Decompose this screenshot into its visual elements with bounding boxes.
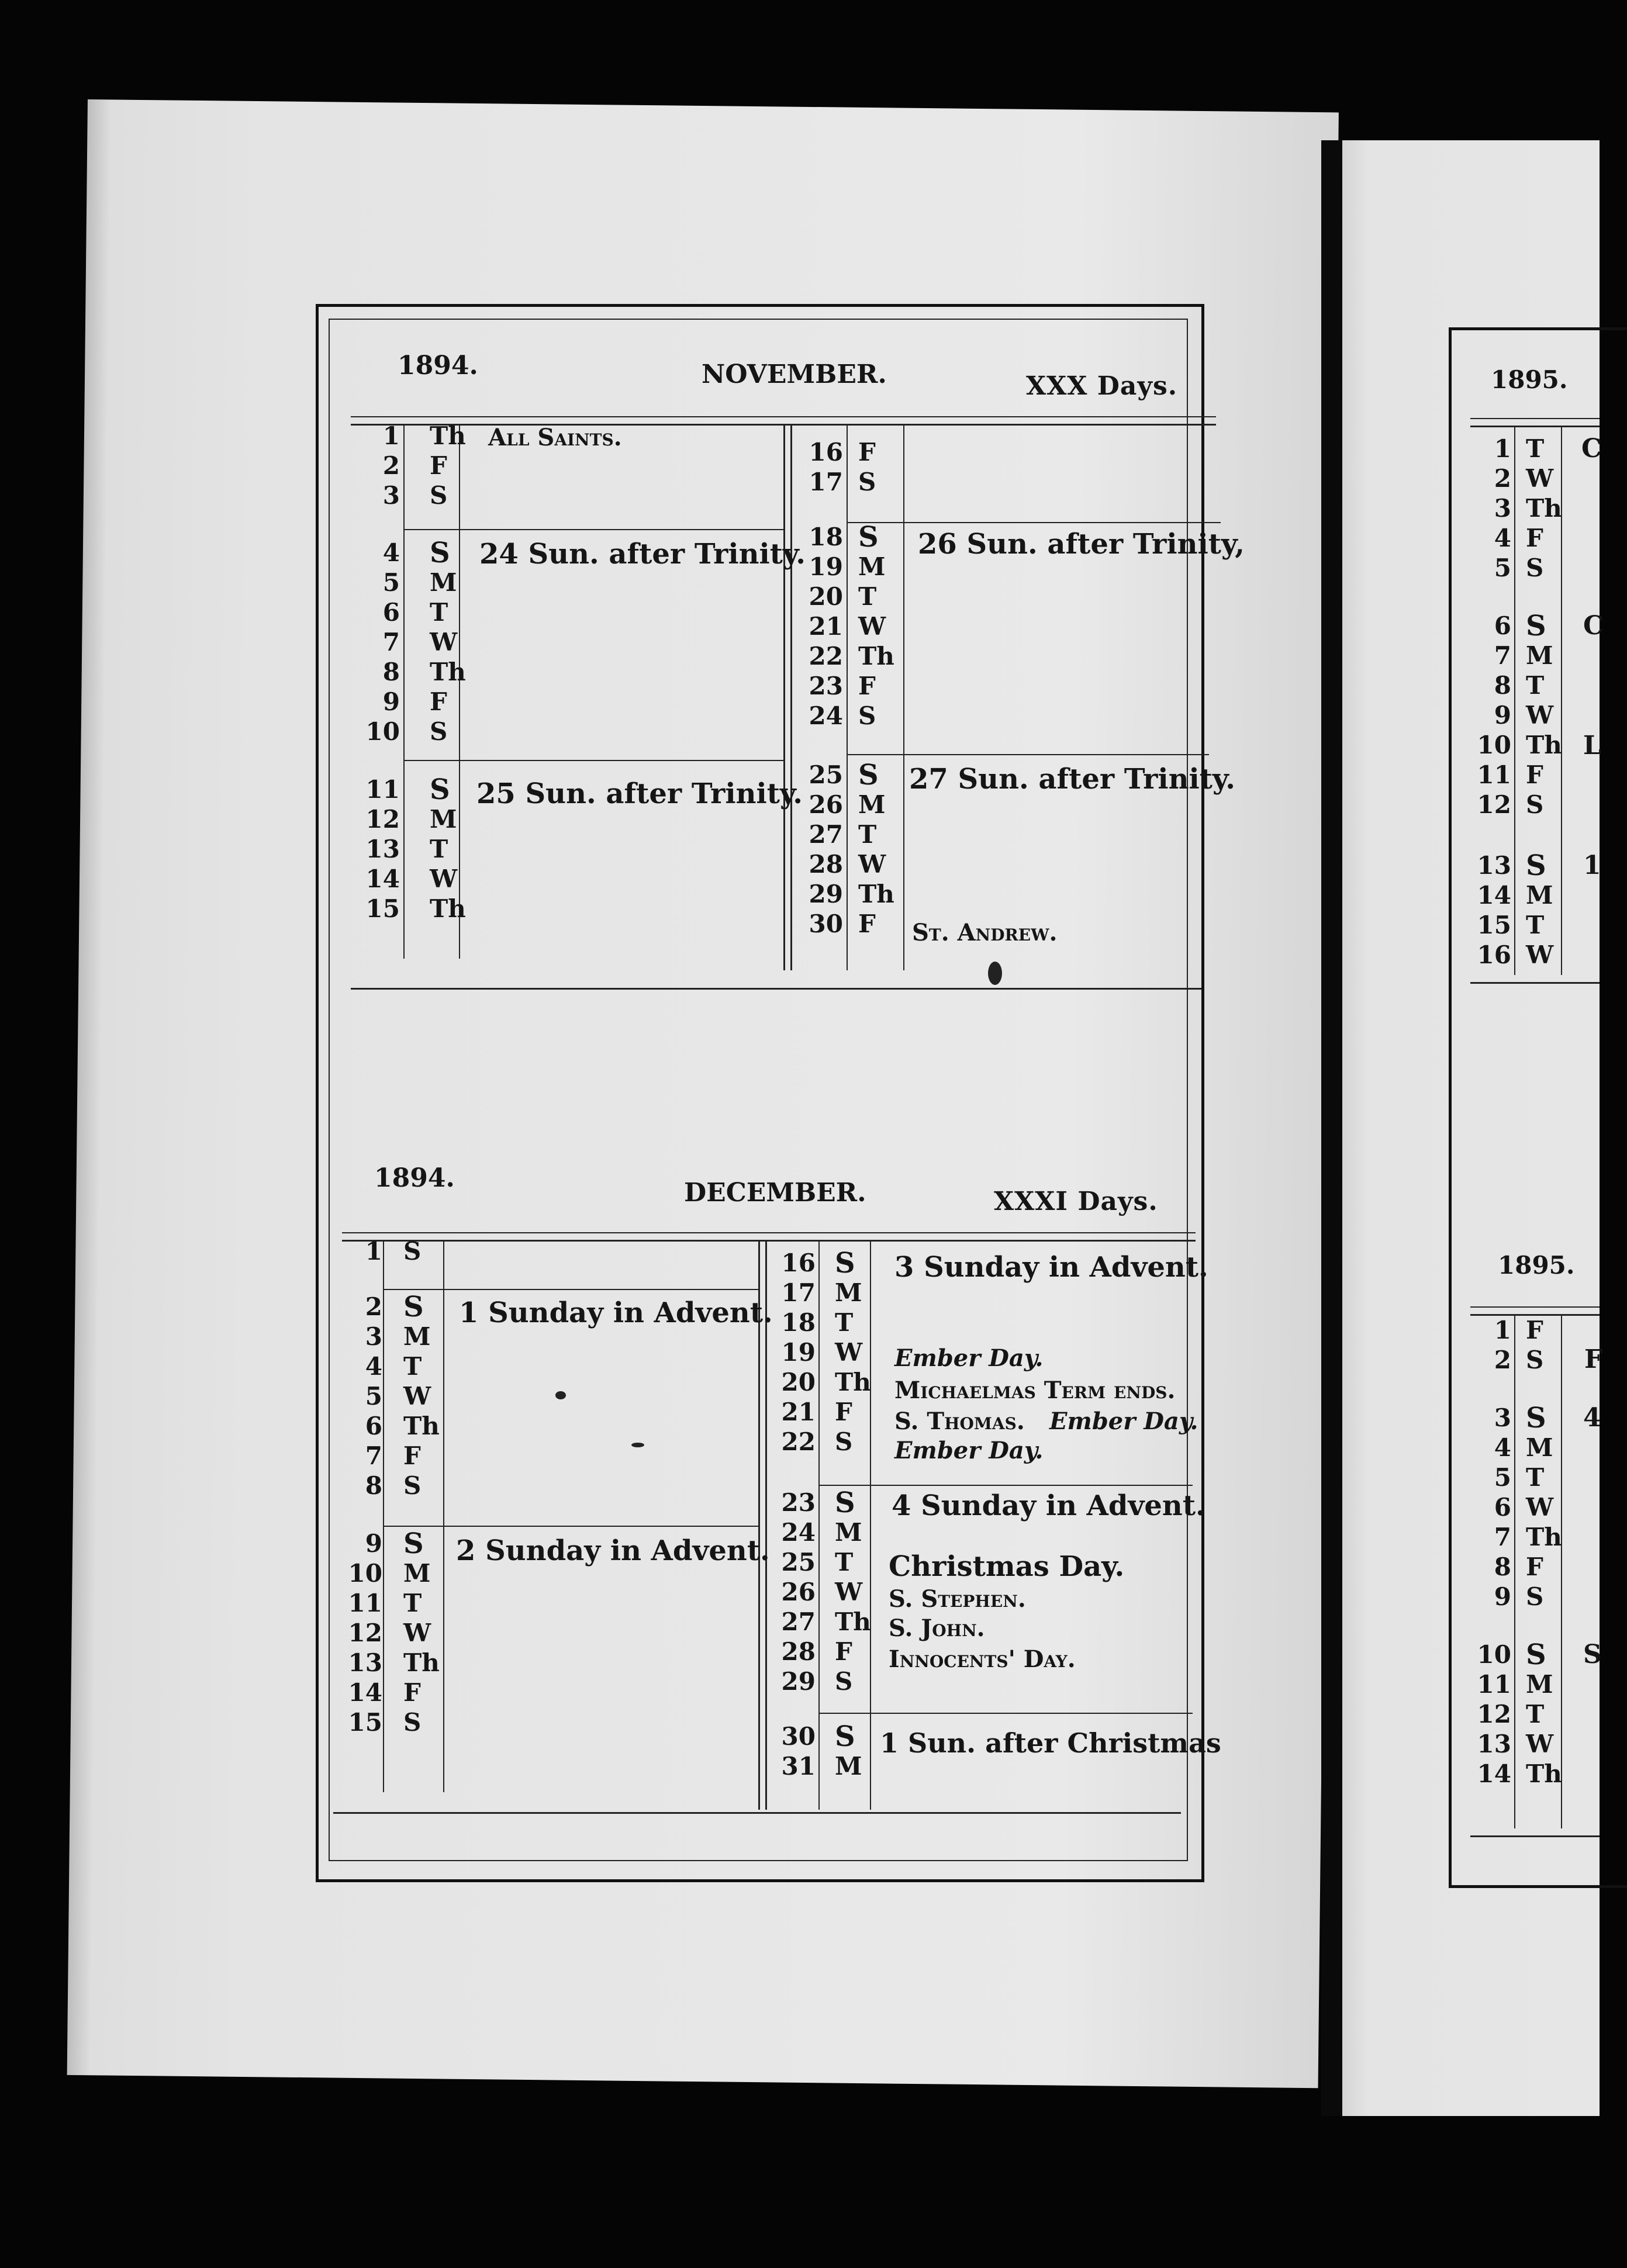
day-number: 13 bbox=[1477, 851, 1511, 880]
day-number: 25 bbox=[809, 760, 843, 789]
day-number: 12 bbox=[1477, 790, 1511, 819]
day-number: 12 bbox=[348, 1619, 382, 1647]
day-of-week: T bbox=[403, 1589, 422, 1617]
day-number: 2 bbox=[382, 451, 400, 480]
note-michaelmas-term-ends: Michaelmas Term ends. bbox=[894, 1377, 1176, 1404]
day-number: 14 bbox=[1477, 881, 1511, 910]
day-number: 5 bbox=[365, 1382, 382, 1410]
day-number: 8 bbox=[382, 658, 400, 686]
day-of-week: S bbox=[835, 1720, 855, 1753]
day-of-week: S bbox=[1526, 1346, 1544, 1374]
day-of-week: S bbox=[1526, 790, 1544, 819]
day-of-week: M bbox=[858, 790, 886, 819]
note-st-john: S. John. bbox=[889, 1614, 985, 1642]
day-of-week: S bbox=[858, 759, 879, 791]
note-all-saints: All Saints. bbox=[488, 424, 622, 451]
day-of-week: T bbox=[835, 1548, 854, 1576]
day-of-week: Th bbox=[403, 1412, 440, 1440]
day-number: 29 bbox=[781, 1667, 816, 1696]
day-number: 12 bbox=[1477, 1700, 1511, 1728]
day-number: 31 bbox=[781, 1752, 816, 1780]
day-number: 24 bbox=[781, 1518, 816, 1547]
day-of-week: S bbox=[858, 468, 876, 496]
day-number: 11 bbox=[365, 775, 400, 804]
day-of-week: T bbox=[1526, 1463, 1545, 1492]
day-of-week: F bbox=[835, 1398, 852, 1426]
day-of-week: W bbox=[835, 1578, 863, 1606]
day-of-week: S bbox=[858, 701, 876, 730]
day-number: 23 bbox=[809, 672, 843, 700]
day-of-week: Th bbox=[403, 1648, 440, 1677]
day-of-week: T bbox=[858, 820, 877, 849]
november-day-count: XXX Days. bbox=[1026, 371, 1178, 401]
november-year: 1894. bbox=[398, 351, 478, 381]
day-of-week: Th bbox=[858, 642, 894, 670]
day-number: 22 bbox=[781, 1427, 816, 1456]
day-of-week: S bbox=[1526, 1638, 1546, 1671]
day-number: 28 bbox=[809, 850, 843, 879]
day-of-week: S bbox=[1526, 554, 1544, 582]
day-of-week: S bbox=[430, 773, 450, 806]
december-year: 1894. bbox=[374, 1163, 455, 1193]
day-of-week: F bbox=[403, 1678, 421, 1707]
day-number: 9 bbox=[382, 687, 400, 716]
jan-num-divider bbox=[1514, 426, 1515, 975]
january-year: 1895. bbox=[1491, 365, 1568, 394]
day-number: 7 bbox=[1494, 1523, 1511, 1551]
day-of-week: M bbox=[1526, 1433, 1553, 1462]
day-of-week: W bbox=[835, 1338, 863, 1367]
ink-speck bbox=[631, 1443, 644, 1447]
february-year: 1895. bbox=[1498, 1251, 1575, 1280]
day-number: 2 bbox=[1494, 1346, 1511, 1374]
day-number: 4 bbox=[365, 1352, 382, 1381]
january-cut-text: 1 bbox=[1583, 850, 1601, 880]
note-innocents-day: Innocents' Day. bbox=[889, 1645, 1076, 1673]
day-number: 13 bbox=[365, 835, 400, 863]
day-number: 26 bbox=[809, 790, 843, 819]
day-number: 14 bbox=[348, 1678, 382, 1707]
day-number: 16 bbox=[809, 438, 843, 466]
note-ember-day-19: Ember Day. bbox=[894, 1344, 1044, 1372]
day-of-week: W bbox=[403, 1619, 431, 1647]
day-number: 11 bbox=[348, 1589, 382, 1617]
january-cut-text: C bbox=[1583, 611, 1604, 641]
day-number: 8 bbox=[1494, 1553, 1511, 1581]
day-of-week: W bbox=[430, 628, 458, 656]
jan-header-rule bbox=[1470, 418, 1600, 419]
day-number: 17 bbox=[809, 468, 843, 496]
february-cut-text: 4 bbox=[1583, 1403, 1601, 1433]
jan-bottom-rule bbox=[1470, 982, 1600, 984]
day-of-week: T bbox=[403, 1352, 422, 1381]
day-of-week: S bbox=[403, 1527, 424, 1560]
day-of-week: W bbox=[403, 1382, 431, 1410]
feb-bottom-rule bbox=[1470, 1835, 1600, 1837]
ink-speck bbox=[555, 1391, 566, 1399]
day-number: 5 bbox=[1494, 554, 1511, 582]
day-of-week: Th bbox=[1526, 1523, 1562, 1551]
day-number: 30 bbox=[781, 1722, 816, 1751]
february-cut-text: F bbox=[1584, 1344, 1603, 1374]
day-of-week: M bbox=[1526, 1670, 1553, 1699]
day-number: 8 bbox=[1494, 671, 1511, 700]
day-number: 5 bbox=[1494, 1463, 1511, 1492]
day-of-week: S bbox=[1526, 610, 1546, 642]
day-number: 26 bbox=[781, 1578, 816, 1606]
day-of-week: S bbox=[430, 537, 450, 569]
day-of-week: W bbox=[1526, 1730, 1554, 1758]
day-number: 12 bbox=[365, 805, 400, 834]
day-number: 10 bbox=[1477, 731, 1511, 759]
day-of-week: S bbox=[835, 1486, 855, 1519]
note-25-sun-after-trinity: 25 Sun. after Trinity. bbox=[476, 777, 803, 810]
day-number: 23 bbox=[781, 1488, 816, 1517]
day-of-week: S bbox=[430, 717, 448, 746]
day-number: 9 bbox=[1494, 1582, 1511, 1611]
day-number: 27 bbox=[809, 820, 843, 849]
note-christmas-day: Christmas Day. bbox=[889, 1550, 1125, 1583]
day-of-week: F bbox=[858, 438, 876, 466]
day-of-week: Th bbox=[1526, 1759, 1562, 1788]
february-cut-text: S bbox=[1583, 1640, 1602, 1669]
day-number: 3 bbox=[365, 1322, 382, 1351]
day-of-week: W bbox=[1526, 1493, 1554, 1522]
note-st-thomas: S. Thomas. bbox=[894, 1408, 1025, 1435]
day-of-week: M bbox=[835, 1518, 862, 1547]
day-number: 10 bbox=[1477, 1640, 1511, 1669]
day-number: 21 bbox=[781, 1398, 816, 1426]
day-of-week: Th bbox=[430, 421, 466, 450]
day-of-week: M bbox=[403, 1322, 431, 1351]
day-of-week: M bbox=[430, 568, 457, 597]
note-st-stephen: S. Stephen. bbox=[889, 1585, 1026, 1613]
day-number: 6 bbox=[365, 1412, 382, 1440]
day-of-week: Th bbox=[1526, 731, 1562, 759]
day-number: 20 bbox=[781, 1368, 816, 1396]
day-number: 14 bbox=[1477, 1759, 1511, 1788]
note-26-sun-after-trinity: 26 Sun. after Trinity, bbox=[918, 528, 1245, 561]
day-of-week: M bbox=[403, 1559, 431, 1588]
day-of-week: F bbox=[430, 687, 447, 716]
day-number: 20 bbox=[809, 582, 843, 611]
day-of-week: S bbox=[403, 1708, 422, 1737]
day-of-week: T bbox=[835, 1308, 854, 1337]
day-of-week: S bbox=[403, 1237, 422, 1266]
day-number: 7 bbox=[365, 1441, 382, 1470]
day-number: 7 bbox=[382, 628, 400, 656]
day-of-week: F bbox=[858, 672, 876, 700]
day-of-week: W bbox=[858, 612, 886, 641]
day-number: 2 bbox=[365, 1292, 382, 1321]
day-of-week: S bbox=[1526, 1402, 1546, 1434]
day-number: 15 bbox=[1477, 911, 1511, 939]
day-number: 3 bbox=[382, 481, 400, 510]
january-cut-text: C bbox=[1581, 434, 1602, 464]
day-of-week: M bbox=[1526, 641, 1553, 670]
day-number: 4 bbox=[382, 538, 400, 567]
day-of-week: Th bbox=[430, 658, 466, 686]
note-27-sun-after-trinity: 27 Sun. after Trinity. bbox=[909, 763, 1235, 796]
day-number: 4 bbox=[1494, 1433, 1511, 1462]
feb-header-rule bbox=[1470, 1306, 1600, 1308]
day-number: 11 bbox=[1477, 760, 1511, 789]
day-number: 18 bbox=[809, 523, 843, 551]
day-number: 1 bbox=[382, 421, 400, 450]
day-number: 10 bbox=[365, 717, 400, 746]
day-number: 14 bbox=[365, 865, 400, 893]
day-of-week: F bbox=[835, 1637, 852, 1666]
day-number: 18 bbox=[781, 1308, 816, 1337]
day-of-week: S bbox=[835, 1667, 853, 1696]
day-of-week: M bbox=[835, 1752, 862, 1780]
day-of-week: T bbox=[858, 582, 877, 611]
day-number: 7 bbox=[1494, 641, 1511, 670]
day-of-week: T bbox=[1526, 671, 1545, 700]
day-of-week: T bbox=[1526, 1700, 1545, 1728]
note-1-sunday-in-advent: 1 Sunday in Advent. bbox=[459, 1297, 773, 1329]
note-st-andrew: St. Andrew. bbox=[912, 919, 1058, 946]
day-of-week: T bbox=[430, 835, 448, 863]
day-number: 19 bbox=[781, 1338, 816, 1367]
day-number: 28 bbox=[781, 1637, 816, 1666]
day-number: 11 bbox=[1477, 1670, 1511, 1699]
day-number: 4 bbox=[1494, 524, 1511, 552]
day-of-week: M bbox=[835, 1278, 862, 1307]
day-number: 30 bbox=[809, 910, 843, 938]
note-ember-day-22: Ember Day. bbox=[894, 1437, 1044, 1464]
note-1-sun-after-christmas: 1 Sun. after Christmas bbox=[880, 1727, 1221, 1759]
day-of-week: S bbox=[835, 1247, 855, 1280]
day-of-week: S bbox=[835, 1427, 853, 1456]
day-of-week: W bbox=[430, 865, 458, 893]
day-number: 22 bbox=[809, 642, 843, 670]
day-of-week: S bbox=[403, 1471, 422, 1500]
day-of-week: M bbox=[858, 552, 886, 581]
note-3-sunday-in-advent: 3 Sunday in Advent. bbox=[894, 1251, 1208, 1284]
day-of-week: F bbox=[1526, 524, 1543, 552]
day-number: 6 bbox=[382, 598, 400, 627]
day-of-week: S bbox=[858, 521, 879, 554]
day-of-week: S bbox=[403, 1291, 424, 1323]
day-number: 6 bbox=[1494, 611, 1511, 640]
day-of-week: F bbox=[430, 451, 447, 480]
december-day-count: XXXI Days. bbox=[994, 1187, 1158, 1216]
december-title: DECEMBER. bbox=[684, 1178, 866, 1208]
ink-speck bbox=[988, 962, 1002, 985]
day-number: 24 bbox=[809, 701, 843, 730]
day-of-week: T bbox=[1526, 911, 1545, 939]
day-number: 13 bbox=[1477, 1730, 1511, 1758]
note-ember-day-21: Ember Day. bbox=[1049, 1408, 1198, 1435]
day-of-week: Th bbox=[835, 1607, 871, 1636]
day-of-week: T bbox=[1526, 434, 1545, 463]
day-number: 8 bbox=[365, 1471, 382, 1500]
day-of-week: F bbox=[1526, 1553, 1543, 1581]
day-of-week: W bbox=[858, 850, 886, 879]
day-number: 16 bbox=[1477, 941, 1511, 969]
day-of-week: W bbox=[1526, 464, 1554, 493]
jan-header-rule-2 bbox=[1470, 426, 1600, 427]
day-number: 17 bbox=[781, 1278, 816, 1307]
day-of-week: Th bbox=[1526, 494, 1562, 523]
day-number: 5 bbox=[382, 568, 400, 597]
day-of-week: F bbox=[1526, 760, 1543, 789]
note-24-sun-after-trinity: 24 Sun. after Trinity. bbox=[479, 538, 806, 571]
day-of-week: S bbox=[1526, 849, 1546, 882]
day-number: 16 bbox=[781, 1249, 816, 1277]
day-of-week: Th bbox=[858, 880, 894, 908]
day-of-week: W bbox=[1526, 941, 1554, 969]
day-number: 13 bbox=[348, 1648, 382, 1677]
feb-num-divider bbox=[1514, 1314, 1515, 1828]
day-of-week: T bbox=[430, 598, 448, 627]
day-number: 21 bbox=[809, 612, 843, 641]
day-number: 6 bbox=[1494, 1493, 1511, 1522]
day-of-week: F bbox=[1526, 1316, 1543, 1344]
day-number: 25 bbox=[781, 1548, 816, 1576]
day-number: 3 bbox=[1494, 1403, 1511, 1432]
day-number: 1 bbox=[365, 1237, 382, 1266]
day-number: 2 bbox=[1494, 464, 1511, 493]
day-of-week: S bbox=[1526, 1582, 1544, 1611]
day-number: 1 bbox=[1494, 1316, 1511, 1344]
day-of-week: F bbox=[858, 910, 876, 938]
day-of-week: M bbox=[1526, 881, 1553, 910]
day-of-week: Th bbox=[430, 894, 466, 923]
day-of-week: S bbox=[430, 481, 448, 510]
day-number: 15 bbox=[365, 894, 400, 923]
day-of-week: F bbox=[403, 1441, 421, 1470]
day-number: 19 bbox=[809, 552, 843, 581]
january-cut-text: L bbox=[1583, 731, 1601, 760]
day-number: 3 bbox=[1494, 494, 1511, 523]
day-of-week: W bbox=[1526, 701, 1554, 730]
day-of-week: M bbox=[430, 805, 457, 834]
note-4-sunday-in-advent: 4 Sunday in Advent. bbox=[892, 1489, 1205, 1522]
day-number: 27 bbox=[781, 1607, 816, 1636]
note-2-sunday-in-advent: 2 Sunday in Advent. bbox=[456, 1534, 770, 1567]
day-number: 15 bbox=[348, 1708, 382, 1737]
day-number: 9 bbox=[365, 1529, 382, 1558]
feb-dow-divider bbox=[1561, 1314, 1562, 1828]
day-number: 1 bbox=[1494, 434, 1511, 463]
day-number: 9 bbox=[1494, 701, 1511, 730]
november-title: NOVEMBER. bbox=[702, 359, 887, 389]
day-number: 10 bbox=[348, 1559, 382, 1588]
day-of-week: Th bbox=[835, 1368, 871, 1396]
day-number: 29 bbox=[809, 880, 843, 908]
